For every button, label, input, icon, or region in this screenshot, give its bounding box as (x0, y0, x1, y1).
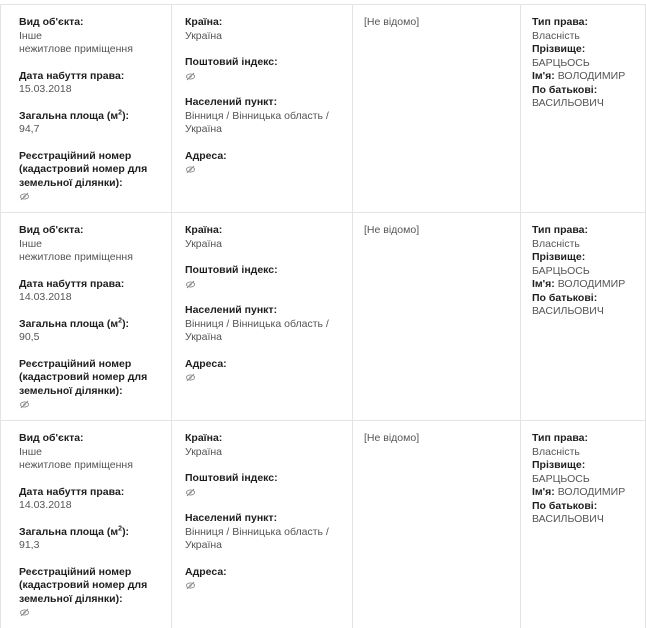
surname-label: Прізвище: (532, 459, 586, 471)
object-type-label: Вид об'єкта: (19, 16, 84, 28)
area-label: Загальна площа $(м^2)$: (19, 525, 130, 538)
area-value: 90,5 (19, 331, 40, 343)
country-label: Країна: (185, 224, 223, 236)
unknown-value: [Не відомо] (364, 224, 420, 236)
acq-date-label: Дата набуття права: (19, 69, 125, 82)
area-value: 94,7 (19, 123, 40, 135)
first-name-label: Ім'я: (532, 70, 555, 82)
postal-label: Поштовий індекс: (185, 56, 278, 68)
surname-value: БАРЦЬОСЬ (532, 56, 590, 69)
property-table (0, 4, 646, 628)
object-type-detail: нежитлове приміщення (19, 251, 133, 263)
unknown-cell (352, 421, 520, 628)
table-row (0, 420, 646, 628)
object-cell (0, 421, 171, 628)
locality-value: Вінниця / Вінницька область / Україна (185, 109, 329, 135)
object-cell (0, 213, 171, 420)
patronymic-label: По батькові: (532, 291, 598, 304)
acq-date-label: Дата набуття права: (19, 485, 125, 498)
eye-slash-icon (19, 606, 171, 620)
patronymic-value: ВАСИЛЬОВИЧ (532, 513, 604, 525)
eye-slash-icon (185, 278, 352, 292)
locality-label: Населений пункт: (185, 304, 278, 316)
eye-slash-icon (185, 486, 352, 500)
address-cell (171, 213, 352, 420)
locality-value: Вінниця / Вінницька область / Україна (185, 317, 329, 343)
surname-value: БАРЦЬОСЬ (532, 472, 590, 485)
acq-date-value: 14.03.2018 (19, 499, 72, 511)
area-label: Загальна площа $(м^2)$: (19, 109, 130, 122)
address-cell (171, 421, 352, 628)
right-type-value: Власність (532, 237, 580, 250)
reg-number-label: Реєстраційний номер (кадастровий номер для земельної ділянки): (19, 357, 148, 397)
object-cell (0, 5, 171, 212)
eye-slash-icon (185, 163, 352, 177)
eye-slash-icon (185, 371, 352, 385)
locality-label: Населений пункт: (185, 512, 278, 524)
patronymic-value: ВАСИЛЬОВИЧ (532, 97, 604, 109)
area-value: 91,3 (19, 539, 40, 551)
unknown-value: [Не відомо] (364, 432, 420, 444)
first-name-label: Ім'я: (532, 486, 555, 498)
postal-label: Поштовий індекс: (185, 472, 278, 484)
first-name-label: Ім'я: (532, 278, 555, 290)
first-name-value: ВОЛОДИМИР (557, 70, 626, 82)
object-type-label: Вид об'єкта: (19, 224, 84, 236)
surname-label: Прізвище: (532, 43, 586, 55)
right-type-label: Тип права: (532, 16, 588, 28)
country-value: Україна (185, 237, 223, 250)
surname-value: БАРЦЬОСЬ (532, 264, 590, 277)
right-type-value: Власність (532, 29, 580, 42)
address-label: Адреса: (185, 357, 227, 370)
first-name-line (532, 486, 645, 500)
object-type-value: Інше (19, 29, 42, 42)
acq-date-label: Дата набуття права: (19, 277, 125, 290)
owner-cell (520, 5, 646, 212)
eye-slash-icon (185, 579, 352, 593)
right-type-label: Тип права: (532, 432, 588, 444)
address-cell (171, 5, 352, 212)
address-label: Адреса: (185, 149, 227, 162)
country-value: Україна (185, 29, 223, 42)
first-name-value: ВОЛОДИМИР (557, 278, 626, 290)
eye-slash-icon (185, 70, 352, 84)
locality-value: Вінниця / Вінницька область / Україна (185, 525, 329, 551)
locality-label: Населений пункт: (185, 96, 278, 108)
object-type-value: Інше (19, 237, 42, 250)
unknown-cell (352, 213, 520, 420)
object-type-label: Вид об'єкта: (19, 432, 84, 444)
postal-label: Поштовий індекс: (185, 264, 278, 276)
unknown-value: [Не відомо] (364, 16, 420, 28)
owner-cell (520, 421, 646, 628)
patronymic-value: ВАСИЛЬОВИЧ (532, 305, 604, 317)
object-type-value: Інше (19, 445, 42, 458)
first-name-line (532, 278, 645, 292)
first-name-line (532, 70, 645, 84)
unknown-cell (352, 5, 520, 212)
surname-label: Прізвище: (532, 251, 586, 263)
right-type-value: Власність (532, 445, 580, 458)
reg-number-label: Реєстраційний номер (кадастровий номер для земельної ділянки): (19, 149, 148, 189)
reg-number-label: Реєстраційний номер (кадастровий номер для земельної ділянки): (19, 565, 148, 605)
object-type-detail: нежитлове приміщення (19, 43, 133, 55)
country-label: Країна: (185, 16, 223, 28)
object-type-detail: нежитлове приміщення (19, 459, 133, 471)
patronymic-label: По батькові: (532, 83, 598, 96)
table-row (0, 212, 646, 420)
country-value: Україна (185, 445, 223, 458)
table-row (0, 4, 646, 212)
eye-slash-icon (19, 398, 171, 412)
acq-date-value: 15.03.2018 (19, 83, 72, 95)
patronymic-label: По батькові: (532, 499, 598, 512)
country-label: Країна: (185, 432, 223, 444)
eye-slash-icon (19, 190, 171, 204)
first-name-value: ВОЛОДИМИР (557, 486, 626, 498)
right-type-label: Тип права: (532, 224, 588, 236)
owner-cell (520, 213, 646, 420)
area-label: Загальна площа $(м^2)$: (19, 317, 130, 330)
acq-date-value: 14.03.2018 (19, 291, 72, 303)
address-label: Адреса: (185, 565, 227, 578)
